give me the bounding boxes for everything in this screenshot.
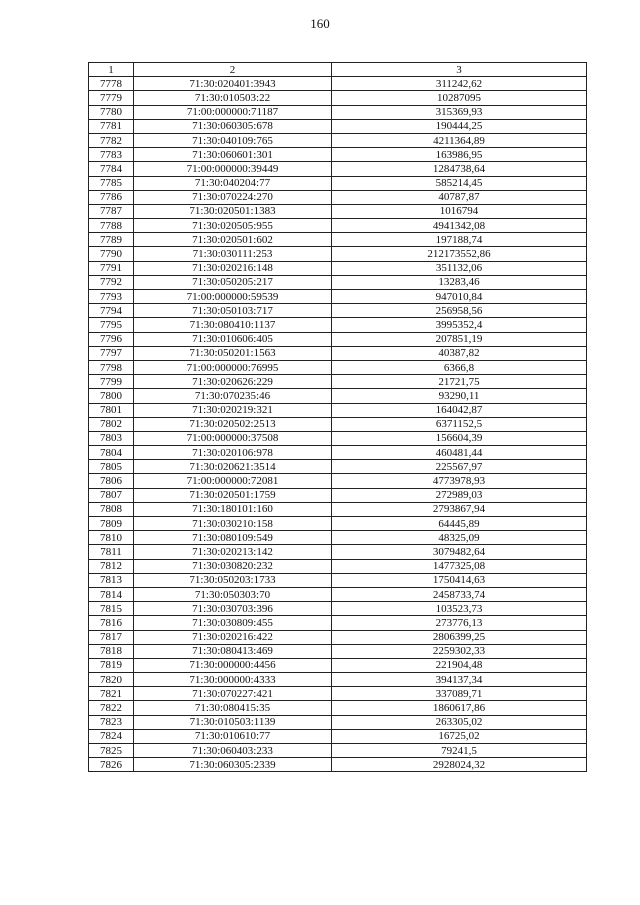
value-cell: 315369,93: [332, 105, 587, 119]
cadastral-number-cell: 71:30:060305:2339: [134, 758, 332, 772]
value-cell: 585214,45: [332, 176, 587, 190]
table-row: [89, 417, 587, 431]
cadastral-number-cell: 71:30:020216:148: [134, 261, 332, 275]
row-number-cell: 7821: [89, 687, 134, 701]
value-cell: 225567,97: [332, 460, 587, 474]
value-cell: 394137,34: [332, 673, 587, 687]
row-number-cell: 7788: [89, 219, 134, 233]
row-number-cell: 7826: [89, 758, 134, 772]
row-number-cell: 7811: [89, 545, 134, 559]
value-cell: 207851,19: [332, 332, 587, 346]
row-number-cell: 7795: [89, 318, 134, 332]
row-number-cell: 7809: [89, 517, 134, 531]
table-row: [89, 360, 587, 374]
value-cell: 40787,87: [332, 190, 587, 204]
row-number-cell: 7818: [89, 644, 134, 658]
row-number-cell: 7804: [89, 446, 134, 460]
cadastral-number-cell: 71:30:070235:46: [134, 389, 332, 403]
table-row: [89, 758, 587, 772]
table-row: [89, 233, 587, 247]
value-cell: 2458733,74: [332, 587, 587, 601]
row-number-cell: 7822: [89, 701, 134, 715]
cadastral-number-cell: 71:30:080415:35: [134, 701, 332, 715]
cadastral-number-cell: 71:30:060601:301: [134, 148, 332, 162]
table-row: [89, 176, 587, 190]
row-number-cell: 7806: [89, 474, 134, 488]
value-cell: 2793867,94: [332, 502, 587, 516]
cadastral-number-cell: 71:30:020219:321: [134, 403, 332, 417]
row-number-cell: 7778: [89, 77, 134, 91]
table-row: [89, 502, 587, 516]
cadastral-number-cell: 71:30:020501:602: [134, 233, 332, 247]
cadastral-number-cell: 71:30:020621:3514: [134, 460, 332, 474]
row-number-cell: 7790: [89, 247, 134, 261]
row-number-cell: 7779: [89, 91, 134, 105]
row-number-cell: 7792: [89, 275, 134, 289]
cadastral-number-cell: 71:00:000000:76995: [134, 360, 332, 374]
row-number-cell: 7781: [89, 119, 134, 133]
row-number-cell: 7816: [89, 616, 134, 630]
value-cell: 3995352,4: [332, 318, 587, 332]
cadastral-number-cell: 71:30:020216:422: [134, 630, 332, 644]
cadastral-number-cell: 71:30:080109:549: [134, 531, 332, 545]
value-cell: 156604,39: [332, 431, 587, 445]
row-number-cell: 7780: [89, 105, 134, 119]
value-cell: 311242,62: [332, 77, 587, 91]
table-row: [89, 431, 587, 445]
row-number-cell: 7803: [89, 431, 134, 445]
value-cell: 1860617,86: [332, 701, 587, 715]
cadastral-number-cell: 71:30:030703:396: [134, 602, 332, 616]
cadastral-number-cell: 71:30:050103:717: [134, 304, 332, 318]
value-cell: 16725,02: [332, 729, 587, 743]
value-cell: 13283,46: [332, 275, 587, 289]
table-row: [89, 332, 587, 346]
cadastral-number-cell: 71:30:030820:232: [134, 559, 332, 573]
table-row: [89, 133, 587, 147]
cadastral-number-cell: 71:30:060403:233: [134, 744, 332, 758]
row-number-cell: 7812: [89, 559, 134, 573]
table-row: [89, 630, 587, 644]
table-row: [89, 673, 587, 687]
value-cell: 2806399,25: [332, 630, 587, 644]
table-row: [89, 375, 587, 389]
row-number-cell: 7823: [89, 715, 134, 729]
table-row: [89, 602, 587, 616]
row-number-cell: 7801: [89, 403, 134, 417]
page-number: 160: [310, 16, 330, 31]
value-cell: 163986,95: [332, 148, 587, 162]
table-row: [89, 729, 587, 743]
cadastral-number-cell: 71:00:000000:72081: [134, 474, 332, 488]
table-row: [89, 715, 587, 729]
cadastral-number-cell: 71:30:030809:455: [134, 616, 332, 630]
row-number-cell: 7810: [89, 531, 134, 545]
row-number-cell: 7789: [89, 233, 134, 247]
value-cell: 190444,25: [332, 119, 587, 133]
row-number-cell: 7808: [89, 502, 134, 516]
cadastral-number-cell: 71:30:080413:469: [134, 644, 332, 658]
value-cell: 48325,09: [332, 531, 587, 545]
row-number-cell: 7797: [89, 346, 134, 360]
value-cell: 79241,5: [332, 744, 587, 758]
cadastral-number-cell: 71:30:020501:1383: [134, 204, 332, 218]
value-cell: 40387,82: [332, 346, 587, 360]
table-row: [89, 488, 587, 502]
value-cell: 273776,13: [332, 616, 587, 630]
table-row: [89, 148, 587, 162]
value-cell: 221904,48: [332, 658, 587, 672]
row-number-cell: 7786: [89, 190, 134, 204]
value-cell: 1284738,64: [332, 162, 587, 176]
value-cell: 4941342,08: [332, 219, 587, 233]
value-cell: 197188,74: [332, 233, 587, 247]
table-body: [89, 77, 587, 772]
row-number-cell: 7807: [89, 488, 134, 502]
row-number-cell: 7814: [89, 587, 134, 601]
cadastral-number-cell: 71:30:020213:142: [134, 545, 332, 559]
cadastral-number-cell: 71:30:180101:160: [134, 502, 332, 516]
table-row: [89, 389, 587, 403]
value-cell: 1750414,63: [332, 573, 587, 587]
value-cell: 212173552,86: [332, 247, 587, 261]
value-cell: 164042,87: [332, 403, 587, 417]
value-cell: 256958,56: [332, 304, 587, 318]
row-number-cell: 7793: [89, 290, 134, 304]
cadastral-number-cell: 71:30:020501:1759: [134, 488, 332, 502]
value-cell: 263305,02: [332, 715, 587, 729]
cadastral-number-cell: 71:30:020502:2513: [134, 417, 332, 431]
row-number-cell: 7825: [89, 744, 134, 758]
value-cell: 460481,44: [332, 446, 587, 460]
cadastral-number-cell: 71:30:010503:1139: [134, 715, 332, 729]
cadastral-number-cell: 71:30:070224:270: [134, 190, 332, 204]
value-cell: 337089,71: [332, 687, 587, 701]
value-cell: 947010,84: [332, 290, 587, 304]
table-row: [89, 304, 587, 318]
row-number-cell: 7820: [89, 673, 134, 687]
table-row: [89, 545, 587, 559]
table-row: [89, 105, 587, 119]
cadastral-number-cell: 71:00:000000:59539: [134, 290, 332, 304]
column-header-1: 1: [89, 63, 134, 77]
row-number-cell: 7813: [89, 573, 134, 587]
cadastral-number-cell: 71:30:040109:765: [134, 133, 332, 147]
cadastral-number-cell: 71:30:080410:1137: [134, 318, 332, 332]
cadastral-number-cell: 71:30:000000:4456: [134, 658, 332, 672]
table-row: [89, 517, 587, 531]
table-row: [89, 460, 587, 474]
table-row: [89, 190, 587, 204]
table-row: [89, 261, 587, 275]
cadastral-number-cell: 71:30:010606:405: [134, 332, 332, 346]
row-number-cell: 7787: [89, 204, 134, 218]
table-row: [89, 275, 587, 289]
cadastral-number-cell: 71:30:050303:70: [134, 587, 332, 601]
table-row: [89, 587, 587, 601]
row-number-cell: 7802: [89, 417, 134, 431]
row-number-cell: 7794: [89, 304, 134, 318]
table-row: [89, 744, 587, 758]
value-cell: 1477325,08: [332, 559, 587, 573]
value-cell: 93290,11: [332, 389, 587, 403]
cadastral-number-cell: 71:30:020106:978: [134, 446, 332, 460]
cadastral-number-cell: 71:30:030111:253: [134, 247, 332, 261]
table-row: [89, 658, 587, 672]
row-number-cell: 7798: [89, 360, 134, 374]
cadastral-number-cell: 71:30:060305:678: [134, 119, 332, 133]
table-row: [89, 219, 587, 233]
value-cell: 6371152,5: [332, 417, 587, 431]
cadastral-number-cell: 71:00:000000:37508: [134, 431, 332, 445]
cadastral-number-cell: 71:30:050205:217: [134, 275, 332, 289]
value-cell: 4773978,93: [332, 474, 587, 488]
cadastral-number-cell: 71:00:000000:71187: [134, 105, 332, 119]
table-row: [89, 290, 587, 304]
table-row: [89, 204, 587, 218]
registry-table: [88, 62, 587, 772]
table-row: [89, 162, 587, 176]
table-row: [89, 616, 587, 630]
column-header-3: 3: [332, 63, 587, 77]
table-row: [89, 644, 587, 658]
row-number-cell: 7785: [89, 176, 134, 190]
column-header-2: 2: [134, 63, 332, 77]
row-number-cell: 7782: [89, 133, 134, 147]
row-number-cell: 7799: [89, 375, 134, 389]
row-number-cell: 7817: [89, 630, 134, 644]
table-row: [89, 247, 587, 261]
cadastral-number-cell: 71:30:050203:1733: [134, 573, 332, 587]
table-row: [89, 77, 587, 91]
row-number-cell: 7800: [89, 389, 134, 403]
value-cell: 6366,8: [332, 360, 587, 374]
cadastral-number-cell: 71:30:010610:77: [134, 729, 332, 743]
value-cell: 2259302,33: [332, 644, 587, 658]
row-number-cell: 7783: [89, 148, 134, 162]
value-cell: 64445,89: [332, 517, 587, 531]
cadastral-number-cell: 71:00:000000:39449: [134, 162, 332, 176]
table-row: [89, 446, 587, 460]
value-cell: 351132,06: [332, 261, 587, 275]
table-header-row: [89, 63, 587, 77]
table-row: [89, 403, 587, 417]
row-number-cell: 7815: [89, 602, 134, 616]
value-cell: 10287095: [332, 91, 587, 105]
table-row: [89, 119, 587, 133]
table-row: [89, 559, 587, 573]
cadastral-number-cell: 71:30:020626:229: [134, 375, 332, 389]
value-cell: 21721,75: [332, 375, 587, 389]
cadastral-number-cell: 71:30:050201:1563: [134, 346, 332, 360]
cadastral-number-cell: 71:30:000000:4333: [134, 673, 332, 687]
cadastral-number-cell: 71:30:070227:421: [134, 687, 332, 701]
row-number-cell: 7819: [89, 658, 134, 672]
value-cell: 3079482,64: [332, 545, 587, 559]
value-cell: 4211364,89: [332, 133, 587, 147]
value-cell: 2928024,32: [332, 758, 587, 772]
cadastral-number-cell: 71:30:020401:3943: [134, 77, 332, 91]
table-row: [89, 346, 587, 360]
row-number-cell: 7791: [89, 261, 134, 275]
row-number-cell: 7805: [89, 460, 134, 474]
table-row: [89, 687, 587, 701]
cadastral-number-cell: 71:30:010503:22: [134, 91, 332, 105]
row-number-cell: 7824: [89, 729, 134, 743]
cadastral-number-cell: 71:30:020505:955: [134, 219, 332, 233]
table-row: [89, 573, 587, 587]
table-row: [89, 474, 587, 488]
row-number-cell: 7784: [89, 162, 134, 176]
table-row: [89, 318, 587, 332]
table-row: [89, 91, 587, 105]
value-cell: 272989,03: [332, 488, 587, 502]
table-row: [89, 531, 587, 545]
value-cell: 1016794: [332, 204, 587, 218]
cadastral-number-cell: 71:30:030210:158: [134, 517, 332, 531]
value-cell: 103523,73: [332, 602, 587, 616]
cadastral-number-cell: 71:30:040204:77: [134, 176, 332, 190]
row-number-cell: 7796: [89, 332, 134, 346]
table-row: [89, 701, 587, 715]
